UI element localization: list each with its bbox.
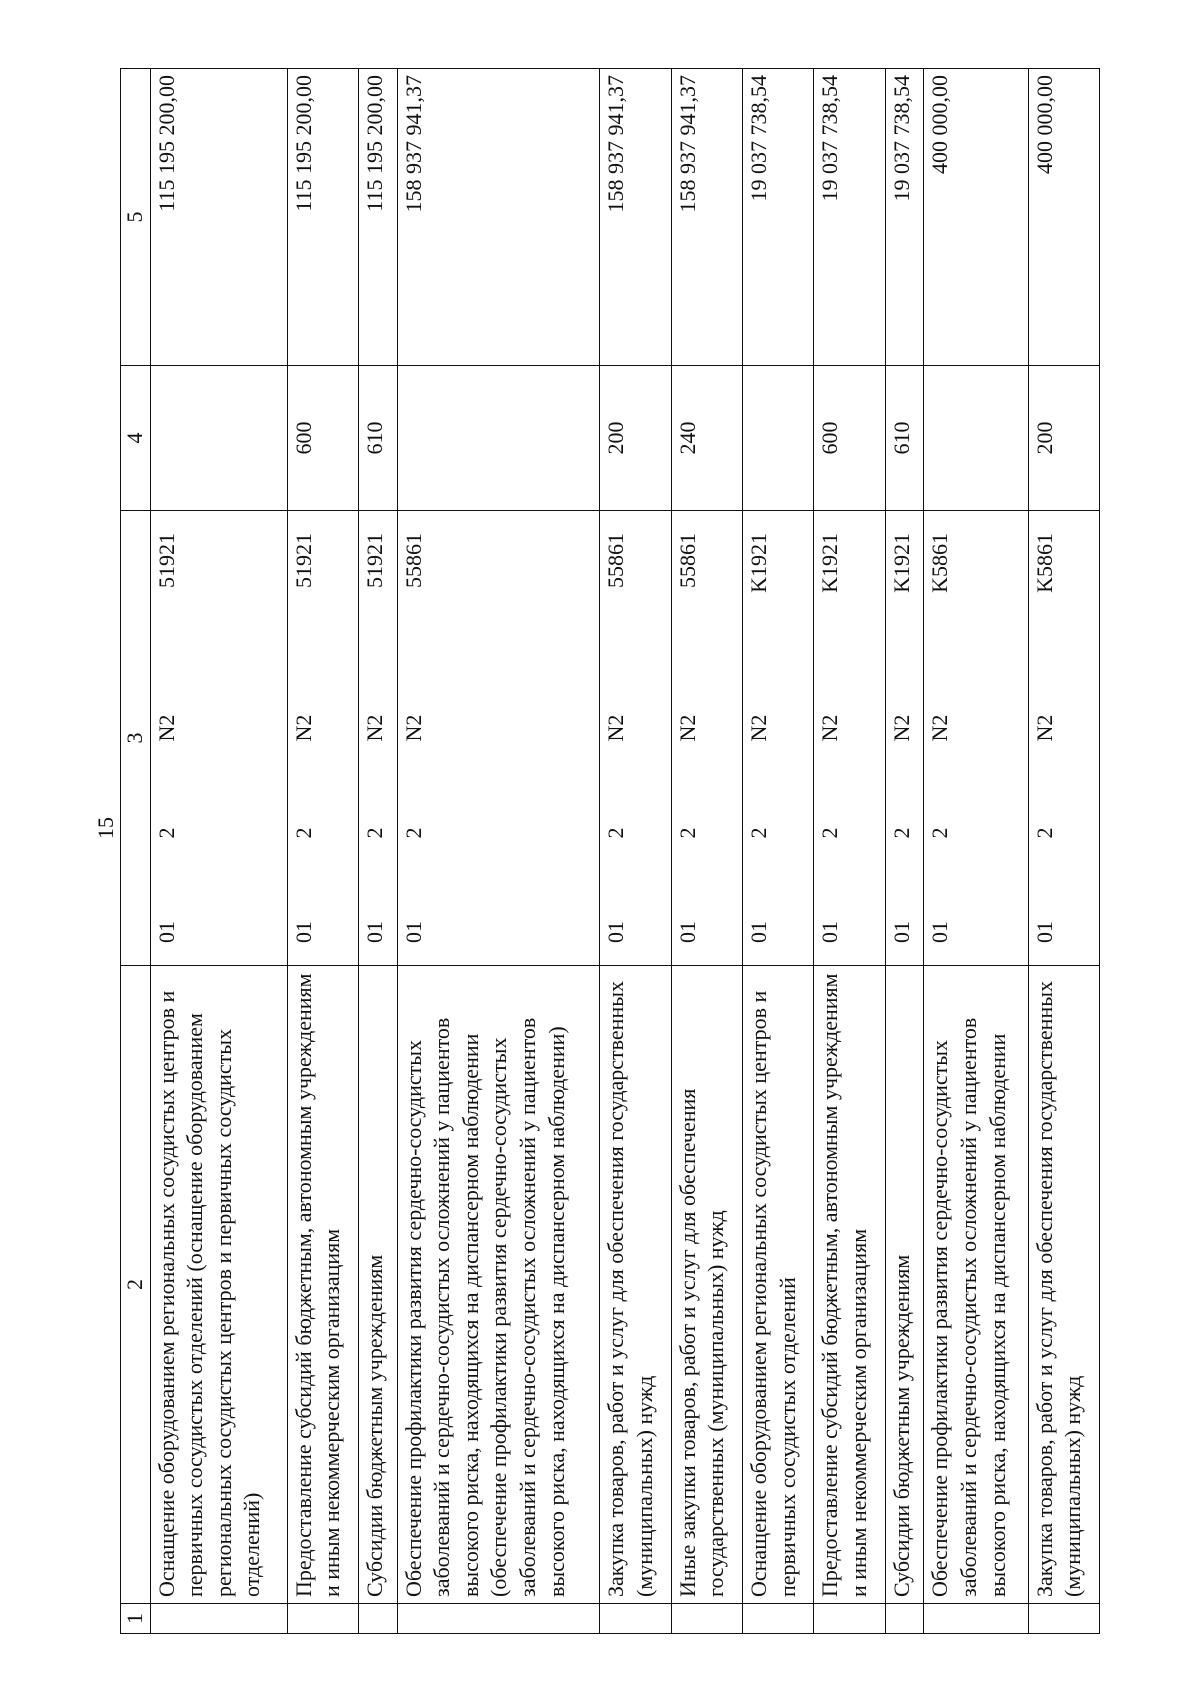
program-code: 01: [817, 921, 843, 943]
direction-code: 51921: [362, 533, 387, 588]
project-code: N2: [603, 714, 629, 742]
row-expense-type-cell: [397, 366, 600, 511]
table-row: [600, 69, 671, 1634]
row-index-cell: [885, 1604, 924, 1634]
direction-code: K5861: [927, 533, 953, 593]
table-rotated-container: [120, 69, 1100, 1634]
row-sum-cell: 158 937 941,37: [600, 69, 671, 366]
table-row: [814, 69, 885, 1634]
table-row: [1028, 69, 1099, 1634]
row-code-cell: [600, 511, 671, 966]
row-sum-cell: 19 037 738,54: [814, 69, 885, 366]
direction-code: K1921: [746, 533, 771, 593]
program-code: 01: [153, 921, 179, 943]
program-code: 01: [927, 921, 953, 943]
direction-code: 51921: [153, 533, 179, 588]
table-row: [397, 69, 600, 1634]
subprogram-code: 2: [603, 827, 629, 839]
code-group: [745, 533, 774, 943]
row-code-cell: [150, 511, 287, 966]
direction-code: 55861: [674, 533, 700, 588]
header-col-1: 1: [121, 1604, 151, 1634]
row-code-cell: [397, 511, 600, 966]
row-index-cell: [814, 1604, 885, 1634]
program-code: 01: [603, 921, 629, 943]
table-row: [150, 69, 287, 1634]
table-row: [671, 69, 742, 1634]
code-group: [153, 533, 182, 943]
code-group: [1031, 533, 1060, 943]
row-code-cell: [1028, 511, 1099, 966]
table-row: [359, 69, 398, 1634]
row-name-cell: Обеспечение профилактики развития сердечно-сосудистых заболеваний и сердечно-сосудистых осложнений у пациентов высокого риска, находящихся на диспансерном наблюдении: [924, 966, 1028, 1604]
header-col-5: 5: [121, 69, 151, 366]
row-expense-type-cell: 600: [814, 366, 885, 511]
program-code: 01: [1031, 921, 1057, 943]
row-index-cell: [671, 1604, 742, 1634]
subprogram-code: 2: [290, 827, 316, 839]
project-code: N2: [674, 714, 700, 742]
table-body: [150, 69, 1099, 1634]
table-row: [743, 69, 814, 1634]
row-code-cell: [924, 511, 1028, 966]
program-code: 01: [888, 921, 914, 943]
row-sum-cell: 158 937 941,37: [397, 69, 600, 366]
subprogram-code: 2: [674, 827, 700, 839]
subprogram-code: 2: [927, 827, 953, 839]
table-row: [287, 69, 358, 1634]
header-col-3: 3: [121, 511, 151, 966]
table-row: [885, 69, 924, 1634]
row-expense-type-cell: 200: [1028, 366, 1099, 511]
program-code: 01: [674, 921, 700, 943]
row-name-cell: Оснащение оборудованием региональных сосудистых центров и первичных сосудистых отделений (оснащение оборудованием региональных сосудистых центров и первичных сосудистых отделений): [150, 966, 287, 1604]
row-name-cell: Оснащение оборудованием региональных сосудистых центров и первичных сосудистых отделений: [743, 966, 814, 1604]
row-expense-type-cell: 240: [671, 366, 742, 511]
project-code: N2: [400, 714, 426, 742]
row-expense-type-cell: 610: [885, 366, 924, 511]
project-code: N2: [290, 714, 316, 742]
project-code: N2: [817, 714, 843, 742]
row-sum-cell: 400 000,00: [924, 69, 1028, 366]
code-group: [602, 533, 631, 943]
row-name-cell: Предоставление субсидий бюджетным, автономным учреждениям и иным некоммерческим организациям: [814, 966, 885, 1604]
code-group: [400, 533, 429, 943]
direction-code: K1921: [817, 533, 843, 593]
program-code: 01: [746, 921, 771, 943]
subprogram-code: 2: [746, 827, 771, 839]
subprogram-code: 2: [362, 827, 387, 839]
subprogram-code: 2: [153, 827, 179, 839]
row-sum-cell: 158 937 941,37: [671, 69, 742, 366]
row-index-cell: [287, 1604, 358, 1634]
row-code-cell: [743, 511, 814, 966]
header-col-4: 4: [121, 366, 151, 511]
subprogram-code: 2: [888, 827, 914, 839]
row-expense-type-cell: [150, 366, 287, 511]
code-group: [926, 533, 955, 943]
row-sum-cell: 115 195 200,00: [150, 69, 287, 366]
subprogram-code: 2: [1031, 827, 1057, 839]
table-header-row: [121, 69, 151, 1634]
direction-code: 55861: [400, 533, 426, 588]
project-code: N2: [153, 714, 179, 742]
row-name-cell: Предоставление субсидий бюджетным, автономным учреждениям и иным некоммерческим организациям: [287, 966, 358, 1604]
direction-code: K5861: [1031, 533, 1057, 593]
code-group: [674, 533, 703, 943]
program-code: 01: [400, 921, 426, 943]
row-expense-type-cell: [743, 366, 814, 511]
row-index-cell: [1028, 1604, 1099, 1634]
row-name-cell: Иные закупки товаров, работ и услуг для обеспечения государственных (муниципальных) нужд: [671, 966, 742, 1604]
row-code-cell: [359, 511, 398, 966]
row-index-cell: [743, 1604, 814, 1634]
row-name-cell: Субсидии бюджетным учреждениям: [359, 966, 398, 1604]
project-code: N2: [1031, 714, 1057, 742]
row-name-cell: Закупка товаров, работ и услуг для обеспечения государственных (муниципальных) нужд: [1028, 966, 1099, 1604]
budget-table: [120, 68, 1100, 1634]
row-sum-cell: 19 037 738,54: [885, 69, 924, 366]
page-number: 15: [93, 817, 118, 839]
row-index-cell: [150, 1604, 287, 1634]
project-code: N2: [746, 714, 771, 742]
table-row: [924, 69, 1028, 1634]
row-sum-cell: 400 000,00: [1028, 69, 1099, 366]
row-expense-type-cell: 200: [600, 366, 671, 511]
row-code-cell: [885, 511, 924, 966]
subprogram-code: 2: [400, 827, 426, 839]
row-expense-type-cell: 600: [287, 366, 358, 511]
row-code-cell: [671, 511, 742, 966]
row-expense-type-cell: 610: [359, 366, 398, 511]
code-group: [290, 533, 319, 943]
row-code-cell: [814, 511, 885, 966]
project-code: N2: [888, 714, 914, 742]
row-expense-type-cell: [924, 366, 1028, 511]
row-code-cell: [287, 511, 358, 966]
row-sum-cell: 19 037 738,54: [743, 69, 814, 366]
direction-code: K1921: [888, 533, 914, 593]
project-code: N2: [362, 714, 387, 742]
code-group: [361, 533, 390, 943]
row-index-cell: [397, 1604, 600, 1634]
row-index-cell: [600, 1604, 671, 1634]
direction-code: 51921: [290, 533, 316, 588]
subprogram-code: 2: [817, 827, 843, 839]
row-index-cell: [924, 1604, 1028, 1634]
program-code: 01: [362, 921, 387, 943]
row-name-cell: Субсидии бюджетным учреждениям: [885, 966, 924, 1604]
row-name-cell: Закупка товаров, работ и услуг для обеспечения государственных (муниципальных) нужд: [600, 966, 671, 1604]
row-index-cell: [359, 1604, 398, 1634]
code-group: [888, 533, 917, 943]
header-col-2: 2: [121, 966, 151, 1604]
row-sum-cell: 115 195 200,00: [359, 69, 398, 366]
code-group: [816, 533, 845, 943]
row-name-cell: Обеспечение профилактики развития сердечно-сосудистых заболеваний и сердечно-сосудистых осложнений у пациентов высокого риска, находящихся на диспансерном наблюдении (обеспечение профилактики развития сердечно-сосудистых заболеваний и сердечно-сосудистых осложнений у пациентов высокого риска, находящихся на диспансерном наблюдении): [397, 966, 600, 1604]
row-sum-cell: 115 195 200,00: [287, 69, 358, 366]
program-code: 01: [290, 921, 316, 943]
direction-code: 55861: [603, 533, 629, 588]
project-code: N2: [927, 714, 953, 742]
